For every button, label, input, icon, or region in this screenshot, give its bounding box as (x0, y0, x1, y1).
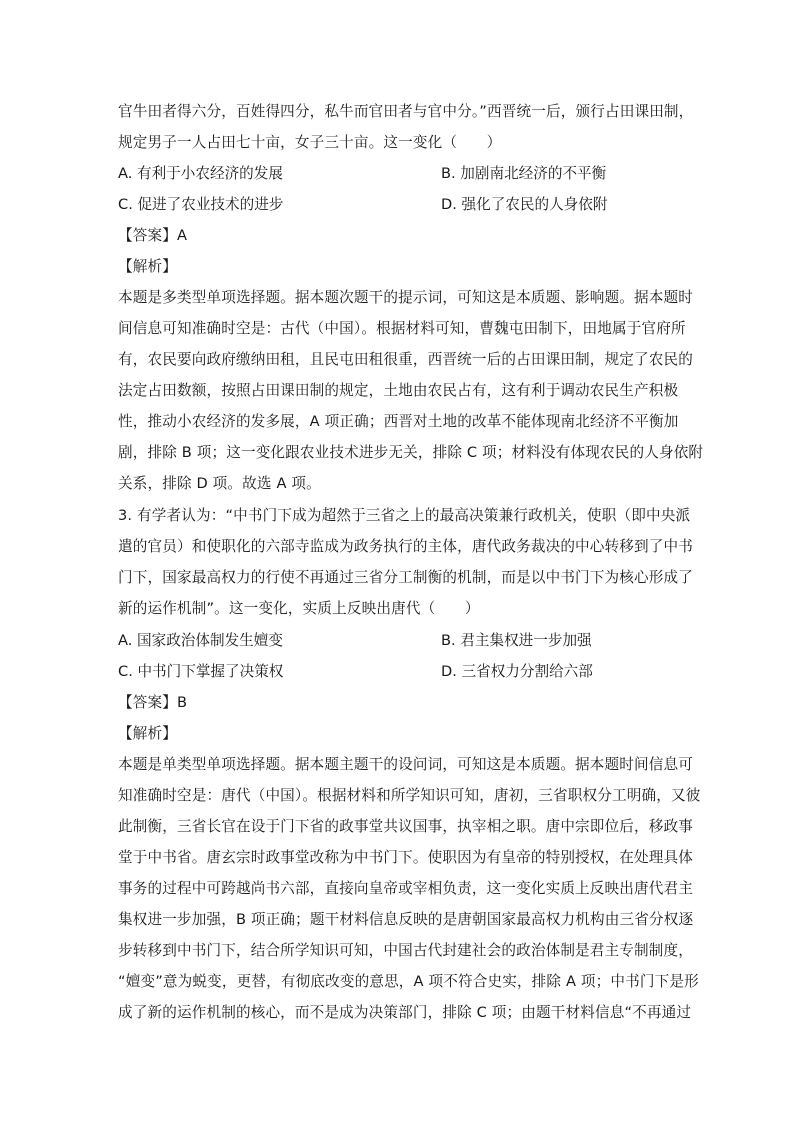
q2-option-a: A. 有利于小农经济的发展 (118, 165, 283, 182)
q2-stem-line-1: 官牛田者得六分，百姓得四分，私牛而官田者与官中分。”西晋统一后，颁行占田课田制， (118, 103, 694, 120)
q3-analysis-line-6: 集权进一步加强，B 项正确；题干材料信息反映的是唐朝国家最高权力机构由三省分权逐 (118, 911, 694, 928)
q3-option-d: D. 三省权力分割给六部 (441, 663, 593, 680)
q3-analysis-line-5: 事务的过程中可跨越尚书六部，直接向皇帝或宰相负责，这一变化实质上反映出唐代君主 (118, 880, 694, 897)
q3-option-c: C. 中书门下掌握了决策权 (118, 663, 284, 680)
q2-analysis-line-2: 间信息可知准确时空是：古代（中国）。根据材料可知，曹魏屯田制下，田地属于官府所 (118, 320, 686, 337)
q3-analysis-line-4: 堂于中书省。唐玄宗时政事堂改称为中书门下。使职因为有皇帝的特别授权，在处理具体 (118, 849, 694, 866)
q2-analysis-line-4: 法定占田数额，按照占田课田制的规定，土地由农民占有，这有利于调动农民生产积极 (118, 382, 679, 399)
q3-answer: 【答案】B (118, 694, 188, 711)
q3-stem-line-4: 新的运作机制”。这一变化，实质上反映出唐代（ ） (118, 600, 480, 617)
q2-option-b: B. 加剧南北经济的不平衡 (441, 165, 607, 182)
q2-stem-line-2: 规定男子一人占田七十亩，女子三十亩。这一变化（ ） (118, 134, 502, 151)
q2-answer: 【答案】A (118, 227, 188, 244)
q3-analysis-line-1: 本题是单类型单项选择题。据本题主题干的设问词，可知这是本质题。据本题时间信息可 (118, 756, 694, 773)
q2-option-d: D. 强化了农民的人身依附 (441, 196, 608, 213)
q2-analysis-line-6: 剧，排除 B 项；这一变化跟农业技术进步无关，排除 C 项；材料没有体现农民的人身依附 (118, 444, 704, 461)
q2-analysis-line-5: 性，推动小农经济的发多展，A 项正确；西晋对土地的改革不能体现南北经济不平衡加 (118, 413, 679, 430)
q2-option-c: C. 促进了农业技术的进步 (118, 196, 284, 213)
q2-analysis-heading: 【解析】 (118, 258, 177, 275)
q3-analysis-line-3: 此制衡，三省长官在设于门下省的政事堂共议国事，执宰相之职。唐中宗即位后，移政事 (118, 818, 694, 835)
q3-analysis-heading: 【解析】 (118, 725, 177, 742)
q3-stem-line-3: 门下，国家最高权力的行使不再通过三省分工制衡的机制，而是以中书门下为核心形成了 (118, 569, 694, 586)
q3-stem-line-1: 3. 有学者认为：“中书门下成为超然于三省之上的最高决策兼行政机关，使职（即中央派 (118, 507, 691, 524)
q3-analysis-line-8: “嬗变”意为蜕变，更替，有彻底改变的意思，A 项不符合史实，排除 A 项；中书门下是形 (118, 973, 699, 990)
q2-analysis-line-3: 有，农民要向政府缴纳田租，且民屯田租很重，西晋统一后的占田课田制，规定了农民的 (118, 351, 694, 368)
q3-analysis-line-7: 步转移到中书门下，结合所学知识可知，中国古代封建社会的政治体制是君主专制制度， (118, 942, 694, 959)
q3-analysis-line-9: 成了新的运作机制的核心，而不是成为决策部门，排除 C 项；由题干材料信息“不再通过 (118, 1004, 692, 1021)
q2-analysis-line-7: 关系，排除 D 项。故选 A 项。 (118, 475, 321, 492)
q3-stem-line-2: 遣的官员）和使职化的六部寺监成为政务执行的主体，唐代政务裁决的中心转移到了中书 (118, 538, 694, 555)
q3-option-a: A. 国家政治体制发生嬗变 (118, 632, 283, 649)
q3-option-b: B. 君主集权进一步加强 (441, 632, 592, 649)
q3-analysis-line-2: 知准确时空是：唐代（中国）。根据材料和所学知识可知，唐初，三省职权分工明确，又彼 (118, 787, 701, 804)
q2-analysis-line-1: 本题是多类型单项选择题。据本题次题干的提示词，可知这是本质题、影响题。据本题时 (118, 289, 694, 306)
